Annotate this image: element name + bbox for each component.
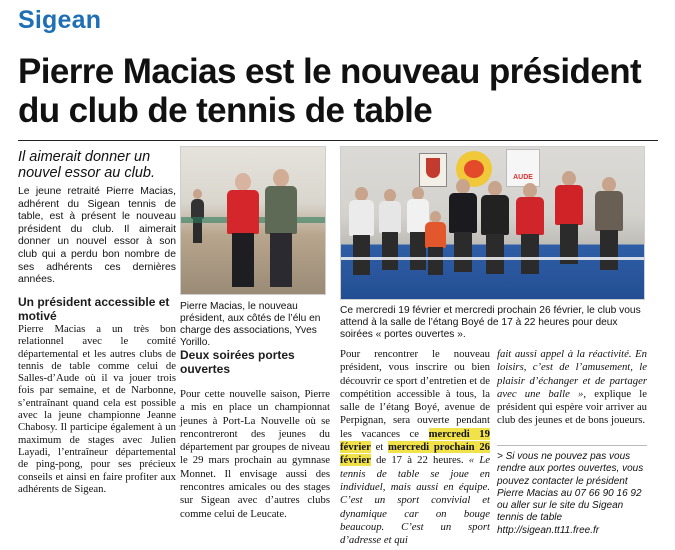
photo-macias-yorillo	[180, 146, 326, 295]
body3-text: Pour rencontrer le nouveau président, vous inscrire ou bien découvrir ce sport d’entretien et de compétition accessible à tous, la salle de l’étang Boyé, avenue de Perpignan, sera ouverte pendant les vacances ce	[340, 348, 490, 440]
subheading-open-days: Deux soirées portes ouvertes	[180, 348, 295, 376]
body-column-2: Pour cette nouvelle saison, Pierre a mis en place un championnat jeunes à Port-La Nouvelle où se rencontreront des jeunes du département par groupes de niveau le 29 mars prochain au gymnase Monnet. Il envisage aussi des rencontres amicales ou des stages sur Sigean avec d’autres clubs comme celui de Leucate.	[180, 388, 330, 520]
coat-of-arms	[419, 153, 447, 187]
highlight-date-2: mercredi prochain 26 février	[340, 441, 491, 467]
photo-club-group	[340, 146, 645, 300]
highlight-date-1: mercredi 19 février	[340, 427, 490, 454]
headline: Pierre Macias est le nouveau président du club de tennis de table	[18, 52, 642, 130]
info-box-rule	[497, 445, 647, 446]
body-column-1: Pierre Macias a un très bon relationnel avec le comité départemental et les autres clubs de tennis de table comme celui de Salles-d’Aude où il va jouer trois fois par semaine, et de Narbonne, s’entraînant quand cela est possible avec la jeune championne Jeanne Chabosy. Il participe également à un maximum de stages avec Julien Layadi, l’entraîneur départemental de ping-pong, pour ses précieux conseils et ainsi en faire profiter aux adhérents de Sigean.	[18, 323, 176, 495]
aude-sign: AUDE	[506, 149, 540, 187]
body4-text: , explique le président qui espère voir arriver au club des jeunes et de bons joueurs.	[497, 387, 647, 427]
section-title: Sigean	[18, 6, 102, 34]
body3-quote: « Le tennis de table se joue en individuel, mais aussi en équipe. C’est un sport convivial et dynamique car on bouge beaucoup. C’est un sport d’adresse et qui	[340, 454, 491, 547]
lead-text: Il aimerait donner un nouvel essor au club.	[18, 149, 156, 181]
info-box: > Si vous ne pouvez pas vous rendre aux portes ouvertes, vous pouvez contacter le président Pierre Macias au 07 66 90 16 92 ou aller sur le site du Sigean tennis de table http://sigean.tt11.free.fr	[497, 451, 644, 536]
intro-paragraph: Le jeune retraité Pierre Macias, adhérent du Sigean tennis de table, est à présent le nouveau président du club. Il aimerait donner un nouvel essor à son club qui a perdu bon nombre de ses adhérents ces dernières années.	[18, 186, 176, 286]
body3-and: et	[375, 441, 384, 454]
body3-hours: de 17 à 22 heures.	[376, 454, 464, 467]
body4-quote: fait aussi appel à la réactivité. En loisirs, c’est de l’amusement, le plaisir d’échanger et de partager avec une balle »	[497, 348, 647, 400]
subheading-president: Un président accessible et motivé	[18, 295, 170, 323]
headline-rule	[18, 140, 658, 141]
photo2-caption: Ce mercredi 19 février et mercredi prochain 26 février, le club vous attend à la salle de l’étang Boyé de 17 à 22 heures pour deux soirées « portes ouvertes ».	[340, 305, 641, 340]
body-column-4	[497, 348, 647, 428]
photo1-caption: Pierre Macias, le nouveau président, aux côtés de l’élu en charge des associations, Yves Yorillo.	[180, 301, 321, 348]
body-column-3	[340, 348, 490, 547]
table-net	[341, 257, 645, 260]
